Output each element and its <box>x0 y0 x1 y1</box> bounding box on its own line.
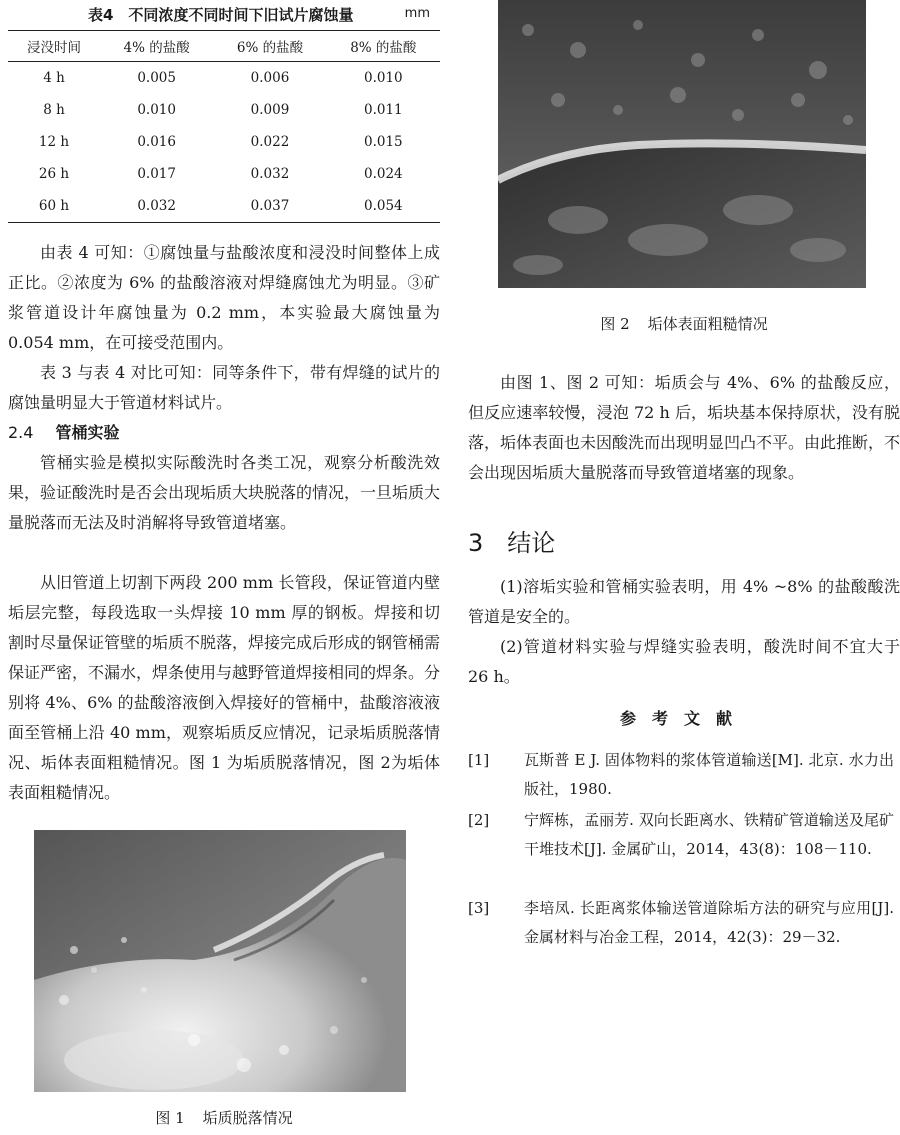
paragraph-tube-intro: 管桶实验是模拟实际酸洗时各类工况，观察分析酸洗效果，验证酸洗时是否会出现垢质大块脱落的情况，一旦垢质大量脱落而无法及时消解将导致管道堵塞。 <box>8 453 441 532</box>
table-cell: 0.006 <box>250 70 290 86</box>
table-cell: 4 h <box>43 70 65 86</box>
table-unit: mm <box>404 6 430 21</box>
figure-caption-text: 垢体表面粗糙情况 <box>647 315 768 333</box>
table-cell: 0.022 <box>250 134 290 150</box>
table-cell: 0.010 <box>137 102 176 118</box>
table-cell: 0.032 <box>250 166 290 182</box>
table-cell: 0.005 <box>137 70 176 86</box>
header-cell: 浸没时间 <box>8 31 100 62</box>
table-title: 表4 不同浓度不同时间下旧试片腐蚀量 <box>88 6 354 24</box>
table-cell: 60 h <box>8 190 100 223</box>
paragraph-comparison: 表 3 与表 4 对比可知：同等条件下，带有焊缝的试片的腐蚀量明显大于管道材料试片。 <box>8 363 440 412</box>
reference-number: [1] <box>468 751 490 769</box>
scale-detachment-image <box>34 830 406 1092</box>
section-title: 结论 <box>507 529 556 557</box>
reference-number: [3] <box>468 899 490 917</box>
reference-text: 瓦斯普 E J. 固体物料的浆体管道输送[M]. 北京. 水力出版社，1980. <box>524 751 894 798</box>
reference-item <box>468 806 900 894</box>
reference-text: 李培凤. 长距离浆体输送管道除垢方法的研究与应用[J]. 金属材料与冶金工程，2014，42(3)：29－32. <box>524 899 894 946</box>
figure-2-caption <box>468 314 900 334</box>
table-cell: 12 h <box>38 134 70 150</box>
references-heading: 参考文献 <box>619 709 748 728</box>
section-number: 2.4 <box>8 423 34 442</box>
table-cell: 0.011 <box>364 102 403 118</box>
table-cell: 0.016 <box>137 134 176 150</box>
figure-2-photo <box>498 0 866 288</box>
table-row <box>8 126 440 158</box>
conclusion-2: (2)管道材料实验与焊缝实验表明，酸洗时间不宜大于 26 h。 <box>468 637 900 686</box>
table-cell: 0.054 <box>327 190 440 223</box>
table-row <box>8 94 440 126</box>
table-row <box>8 158 440 190</box>
reference-item <box>468 746 900 806</box>
table-row <box>8 62 440 95</box>
table-cell: 0.032 <box>100 190 213 223</box>
figure-number: 图 2 <box>600 315 630 333</box>
table-cell: 8 h <box>43 102 65 118</box>
header-cell: 8% 的盐酸 <box>327 31 440 62</box>
paragraph-table-analysis: 由表 4 可知：①腐蚀量与盐酸浓度和浸没时间整体上成正比。②浓度为 6% 的盐酸溶液对焊缝腐蚀尤为明显。③矿浆管道设计年腐蚀量为 0.2 mm，本实验最大腐蚀量为 0.054 mm，在可接受范围内。 <box>8 243 440 352</box>
table-caption <box>8 4 440 26</box>
figure-1-caption <box>8 1108 440 1128</box>
corrosion-table <box>8 30 440 223</box>
header-cell: 4% 的盐酸 <box>100 31 213 62</box>
reference-item <box>468 894 900 982</box>
section-number: 3 <box>468 529 484 557</box>
section-heading-2-4 <box>8 418 119 448</box>
left-column <box>8 0 440 1135</box>
table-header-row <box>8 31 440 62</box>
table-row <box>8 190 440 223</box>
table-cell: 0.024 <box>364 166 403 182</box>
table-cell: 0.010 <box>364 70 403 86</box>
right-column <box>468 0 900 1135</box>
table-cell: 0.015 <box>364 134 403 150</box>
figure-number: 图 1 <box>155 1109 185 1127</box>
figure-caption-text: 垢质脱落情况 <box>202 1109 293 1127</box>
paragraph-figure-analysis: 由图 1、图 2 可知：垢质会与 4%、6% 的盐酸反应，但反应速率较慢，浸泡 72 h 后，垢块基本保持原状，没有脱落，垢体表面也未因酸洗而出现明显凹凸不平。由此推断，不会出现因垢质大量脱落而导致管道堵塞的现象。 <box>468 373 900 482</box>
table-cell: 26 h <box>38 166 70 182</box>
scale-surface-image <box>498 0 866 288</box>
table-cell: 0.017 <box>137 166 176 182</box>
section-title: 管桶实验 <box>55 423 120 442</box>
reference-text: 宁辉栋，孟丽芳. 双向长距离水、铁精矿管道输送及尾矿干堆技术[J]. 金属矿山，2014，43(8)：108－110. <box>524 811 894 858</box>
table-cell: 0.037 <box>213 190 326 223</box>
figure-1-photo <box>34 830 406 1092</box>
paragraph-tube-method: 从旧管道上切割下两段 200 mm 长管段，保证管道内壁垢层完整，每段选取一头焊接 10 mm 厚的钢板。焊接和切割时尽量保证管壁的垢质不脱落，焊接完成后形成的钢管桶需保证严密，不漏水，焊条使用与越野管道焊接相同的焊条。分别将 4%、6% 的盐酸溶液倒入焊接好的管桶中，盐酸溶液液面至管桶上沿 40 mm，观察垢质反应情况，记录垢质脱落情况、垢体表面粗糙情况。图 1 为垢质脱落情况，图 2为垢体表面粗糙情况。 <box>8 573 441 802</box>
conclusion-1: (1)溶垢实验和管桶实验表明，用 4% ~8% 的盐酸酸洗管道是安全的。 <box>468 577 900 626</box>
reference-number: [2] <box>468 811 490 829</box>
header-cell: 6% 的盐酸 <box>213 31 326 62</box>
table-cell: 0.009 <box>250 102 290 118</box>
section-heading-3 <box>468 528 555 558</box>
